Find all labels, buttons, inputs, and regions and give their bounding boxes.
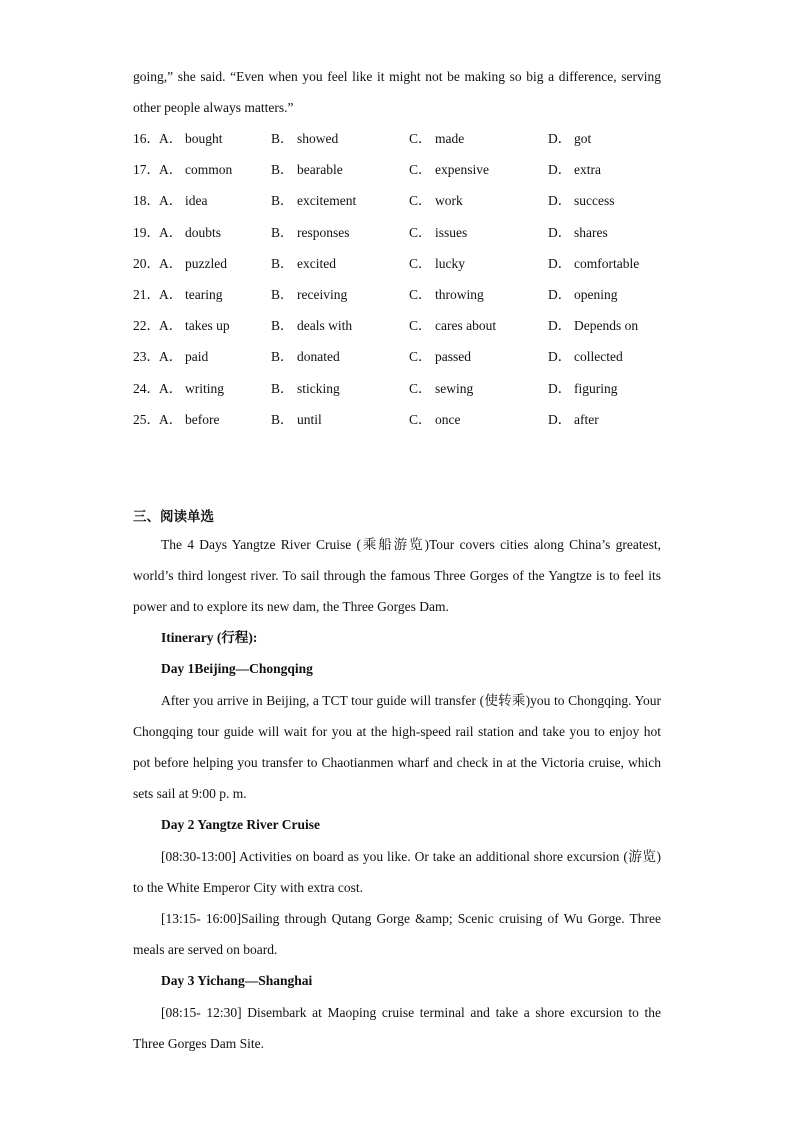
option-text: made — [435, 131, 465, 146]
option-text: figuring — [574, 380, 618, 396]
option-c — [409, 248, 465, 279]
question-row — [133, 217, 673, 248]
option-c — [409, 404, 460, 435]
intro-paragraph: The 4 Days Yangtze River Cruise (乘船游览)Tour covers cities along China’s greatest, world’s third longest river. To sail through the famous Three Gorges of the Yangtze is to feel its power and to explore its new dam, the Three Gorges Dam. — [133, 537, 661, 614]
option-letter: B． — [271, 349, 294, 365]
option-letter: C． — [409, 287, 432, 302]
option-letter: D． — [548, 380, 572, 396]
option-d — [548, 373, 618, 404]
option-text: sticking — [297, 380, 340, 396]
question-row — [133, 341, 673, 372]
option-text: tearing — [185, 287, 223, 302]
day3-paragraph: [08:15- 12:30] Disembark at Maoping cruise terminal and take a shore excursion to the Three Gorges Dam Site. — [133, 1005, 661, 1051]
option-letter: A． — [159, 318, 183, 334]
option-text: work — [435, 193, 463, 209]
option-text: shares — [574, 224, 608, 240]
option-c — [409, 185, 463, 216]
option-letter: A． — [159, 131, 183, 146]
option-text: cares about — [435, 318, 497, 334]
option-letter: B． — [271, 224, 294, 240]
question-row — [133, 154, 673, 185]
option-b — [271, 310, 352, 341]
option-letter: A． — [159, 162, 183, 178]
section-heading: 三、阅读单选 — [133, 509, 214, 525]
option-text: excited — [297, 255, 336, 271]
option-text: doubts — [185, 224, 222, 240]
option-text: opening — [574, 287, 618, 302]
option-letter: D． — [548, 255, 572, 271]
option-letter: B． — [271, 287, 294, 302]
question-number: 23． — [133, 349, 160, 365]
option-a — [159, 248, 227, 279]
option-a — [159, 373, 224, 404]
option-a — [159, 404, 219, 435]
option-letter: A． — [159, 224, 183, 240]
question-row — [133, 279, 673, 310]
option-text: lucky — [435, 255, 465, 271]
option-letter: C． — [409, 162, 432, 178]
question-number: 17． — [133, 162, 160, 178]
option-letter: A． — [159, 380, 183, 396]
question-row — [133, 373, 673, 404]
passage-continuation: going,” she said. “Even when you feel like it might not be making so big a difference, serving other people always matters.” — [133, 69, 661, 115]
option-c — [409, 341, 471, 372]
option-text: until — [297, 411, 322, 427]
option-letter: D． — [548, 162, 572, 178]
question-row — [133, 248, 673, 279]
option-text: deals with — [297, 318, 353, 334]
option-a — [159, 123, 223, 154]
option-c — [409, 373, 473, 404]
option-b — [271, 217, 350, 248]
question-row — [133, 404, 673, 435]
option-letter: B． — [271, 318, 294, 334]
option-text: Depends on — [574, 318, 639, 334]
option-text: collected — [574, 349, 623, 365]
question-number: 24． — [133, 380, 160, 396]
option-text: receiving — [297, 287, 348, 302]
option-c — [409, 123, 464, 154]
option-text: issues — [435, 224, 468, 240]
option-text: extra — [574, 162, 601, 178]
option-text: responses — [297, 224, 350, 240]
option-text: puzzled — [185, 255, 227, 271]
option-c — [409, 279, 484, 310]
option-c — [409, 310, 496, 341]
option-letter: C． — [409, 318, 432, 334]
option-text: once — [435, 411, 461, 427]
question-number: 25． — [133, 411, 160, 427]
option-letter: D． — [548, 193, 572, 209]
option-letter: C． — [409, 224, 432, 240]
option-letter: B． — [271, 255, 294, 271]
option-letter: C． — [409, 380, 432, 396]
option-letter: A． — [159, 193, 183, 209]
option-letter: D． — [548, 287, 572, 302]
itinerary-label: Itinerary (行程): — [161, 630, 258, 645]
option-d — [548, 185, 615, 216]
question-row — [133, 310, 673, 341]
option-text: paid — [185, 349, 209, 365]
option-a — [159, 185, 208, 216]
option-text: passed — [435, 349, 471, 365]
option-b — [271, 154, 343, 185]
option-a — [159, 279, 222, 310]
option-text: idea — [185, 193, 208, 209]
option-a — [159, 154, 232, 185]
question-number: 19． — [133, 224, 160, 240]
option-d — [548, 154, 601, 185]
question-number: 18． — [133, 193, 160, 209]
option-letter: B． — [271, 193, 294, 209]
option-text: showed — [297, 131, 339, 146]
option-letter: D． — [548, 224, 572, 240]
option-text: comfortable — [574, 255, 640, 271]
option-b — [271, 123, 338, 154]
option-b — [271, 248, 336, 279]
option-b — [271, 341, 340, 372]
option-letter: D． — [548, 411, 572, 427]
option-text: sewing — [435, 380, 474, 396]
option-a — [159, 341, 208, 372]
option-text: bought — [185, 131, 223, 146]
option-text: before — [185, 411, 220, 427]
option-d — [548, 217, 608, 248]
option-text: bearable — [297, 162, 343, 178]
option-b — [271, 185, 356, 216]
question-number: 20． — [133, 255, 160, 271]
option-d — [548, 123, 591, 154]
option-a — [159, 310, 230, 341]
option-letter: C． — [409, 193, 432, 209]
option-b — [271, 279, 347, 310]
question-row — [133, 185, 673, 216]
question-row — [133, 123, 673, 154]
option-letter: C． — [409, 411, 432, 427]
day3-title: Day 3 Yichang—Shanghai — [161, 973, 313, 988]
day2-afternoon-paragraph: [13:15- 16:00]Sailing through Qutang Gorge &amp; Scenic cruising of Wu Gorge. Three meals are served on board. — [133, 911, 661, 957]
option-letter: D． — [548, 131, 572, 146]
option-d — [548, 310, 638, 341]
question-number: 21． — [133, 287, 160, 302]
option-text: common — [185, 162, 233, 178]
option-b — [271, 404, 322, 435]
option-c — [409, 217, 467, 248]
option-text: excitement — [297, 193, 357, 209]
option-letter: A． — [159, 349, 183, 365]
day1-paragraph: After you arrive in Beijing, a TCT tour guide will transfer (使转乘)you to Chongqing. Your Chongqing tour guide will wait for you at the high-speed rail station and take you to enjoy hot pot before helping you transfer to Chaotianmen wharf and check in at the Victoria cruise, which sets sail at 9:00 p. m. — [133, 693, 661, 801]
option-d — [548, 341, 623, 372]
option-letter: D． — [548, 318, 572, 334]
option-text: got — [574, 131, 592, 146]
day2-title: Day 2 Yangtze River Cruise — [161, 817, 320, 832]
option-letter: D． — [548, 349, 572, 365]
option-text: success — [574, 193, 615, 209]
option-letter: B． — [271, 380, 294, 396]
option-text: writing — [185, 380, 224, 396]
option-d — [548, 248, 639, 279]
option-text: after — [574, 411, 599, 427]
option-c — [409, 154, 489, 185]
question-number: 16． — [133, 131, 160, 146]
option-letter: C． — [409, 349, 432, 365]
question-number: 22． — [133, 318, 160, 334]
option-letter: C． — [409, 255, 432, 271]
option-d — [548, 279, 618, 310]
option-letter: B． — [271, 162, 294, 178]
option-text: expensive — [435, 162, 489, 178]
option-letter: B． — [271, 411, 294, 427]
option-letter: A． — [159, 411, 183, 427]
option-a — [159, 217, 221, 248]
option-letter: C． — [409, 131, 432, 146]
option-b — [271, 373, 340, 404]
option-d — [548, 404, 599, 435]
option-text: takes up — [185, 318, 230, 334]
option-letter: A． — [159, 255, 183, 271]
day2-morning-paragraph: [08:30-13:00] Activities on board as you like. Or take an additional shore excursion (游览) to the White Emperor City with extra cost. — [133, 849, 661, 895]
option-text: throwing — [435, 287, 484, 302]
day1-title: Day 1Beijing—Chongqing — [161, 661, 313, 676]
option-letter: B． — [271, 131, 294, 146]
option-text: donated — [297, 349, 340, 365]
option-letter: A． — [159, 287, 183, 302]
